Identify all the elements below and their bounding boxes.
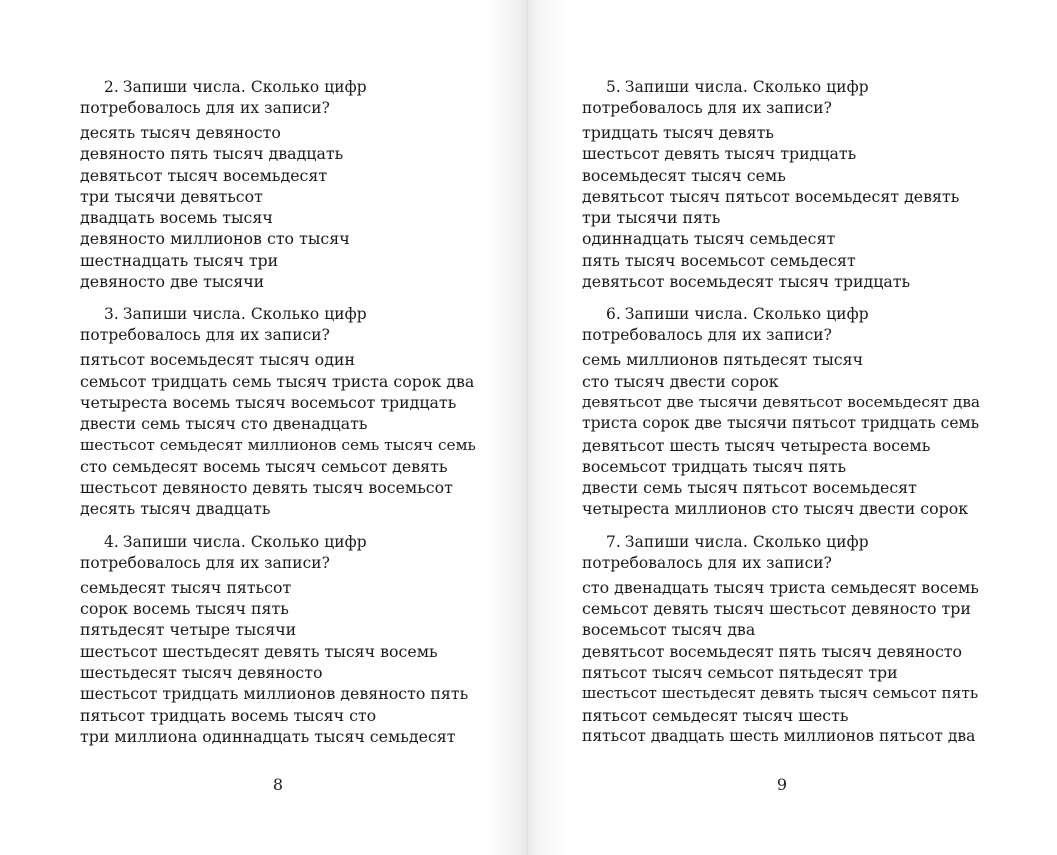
list-item: четыреста миллионов сто тысяч двести сорок xyxy=(582,499,969,519)
task-title xyxy=(582,532,980,574)
page-number: 8 xyxy=(272,775,284,794)
task-text: Запиши числа. Сколько цифр потребовалось для их записи? xyxy=(80,305,367,345)
list-item: сто двенадцать тысяч триста семьдесят восемь xyxy=(582,577,979,597)
task-6 xyxy=(582,304,980,519)
list-item: сорок восемь тысяч пять xyxy=(80,599,289,619)
right-page-content xyxy=(582,77,980,759)
number-list xyxy=(582,122,980,292)
list-item: восемьдесят тысяч семь xyxy=(582,165,786,185)
number-list xyxy=(582,349,980,519)
list-item: девятьсот тысяч пятьсот восемьдесят девять xyxy=(582,186,960,206)
left-page-content xyxy=(80,77,478,759)
list-item: шестьсот семьдесят миллионов семь тысяч семь xyxy=(80,435,476,454)
list-item: восемьсот тридцать тысяч пять xyxy=(582,456,847,476)
left-page xyxy=(0,0,528,855)
list-item: шестьсот шестьдесят девять тысяч восемь xyxy=(80,641,438,661)
list-item: шестьсот шестьдесят девять тысяч семьсот пять xyxy=(582,684,979,703)
list-item: пятьсот тридцать восемь тысяч сто xyxy=(80,705,377,725)
list-item: девяносто пять тысяч двадцать xyxy=(80,144,344,164)
list-item: семь миллионов пятьдесят тысяч xyxy=(582,350,864,370)
page-number: 9 xyxy=(776,775,788,794)
list-item: сто тысяч двести сорок xyxy=(582,371,779,391)
task-title xyxy=(80,532,478,574)
list-item: девяносто миллионов сто тысяч xyxy=(80,229,350,249)
list-item: шестнадцать тысяч три xyxy=(80,250,279,270)
list-item: четыреста восемь тысяч восемьсот тридцать xyxy=(80,392,457,412)
task-title xyxy=(80,304,478,346)
list-item: пятьсот восемьдесят тысяч один xyxy=(80,350,355,370)
list-item: тридцать тысяч девять xyxy=(582,123,774,142)
task-number: 3. xyxy=(104,305,119,324)
task-text: Запиши числа. Сколько цифр потребовалось для их записи? xyxy=(582,78,869,117)
list-item: одиннадцать тысяч семьдесят xyxy=(582,229,836,249)
list-item: шестьсот тридцать миллионов девяносто пять xyxy=(80,684,469,704)
list-item: десять тысяч двадцать xyxy=(80,499,271,519)
list-item: девятьсот восемьдесят тысяч тридцать xyxy=(582,272,911,292)
task-title xyxy=(582,77,980,119)
list-item: девятьсот восемьдесят пять тысяч девяносто xyxy=(582,641,963,661)
task-2 xyxy=(80,77,478,292)
task-text: Запиши числа. Сколько цифр потребовалось для их записи? xyxy=(80,532,367,572)
list-item: пятьсот двадцать шесть миллионов пятьсот два xyxy=(582,726,976,745)
list-item: девятьсот шесть тысяч четыреста восемь xyxy=(582,435,931,455)
task-text: Запиши числа. Сколько цифр потребовалось для их записи? xyxy=(582,532,869,572)
task-number: 6. xyxy=(606,305,621,324)
list-item: пятьдесят четыре тысячи xyxy=(80,620,297,640)
list-item: девяносто две тысячи xyxy=(80,272,265,292)
list-item: триста сорок две тысячи пятьсот тридцать семь xyxy=(582,414,980,433)
list-item: три миллиона одиннадцать тысяч семьдесят xyxy=(80,726,456,746)
list-item: семьсот девять тысяч шестьсот девяносто три xyxy=(582,599,971,619)
list-item: семьсот тридцать семь тысяч триста сорок два xyxy=(80,371,475,391)
list-item: девятьсот две тысячи девятьсот восемьдесят два xyxy=(582,392,981,411)
number-list xyxy=(80,577,478,747)
list-item: двести семь тысяч сто двенадцать xyxy=(80,414,368,434)
list-item: двадцать восемь тысяч xyxy=(80,208,273,228)
task-4 xyxy=(80,532,478,747)
task-title xyxy=(582,304,980,346)
number-list xyxy=(80,122,478,292)
task-text: Запиши числа. Сколько цифр потребовалось для их записи? xyxy=(80,78,367,117)
list-item: пять тысяч восемьсот семьдесят xyxy=(582,250,856,270)
list-item: три тысячи девятьсот xyxy=(80,186,263,206)
list-item: шестьсот девять тысяч тридцать xyxy=(582,144,857,164)
list-item: пятьсот семьдесят тысяч шесть xyxy=(582,705,849,725)
task-5 xyxy=(582,77,980,292)
list-item: пятьсот тысяч семьсот пятьдесят три xyxy=(582,662,898,682)
task-number: 4. xyxy=(104,532,119,551)
list-item: десять тысяч девяносто xyxy=(80,123,281,142)
task-number: 7. xyxy=(606,532,621,551)
list-item: семьдесят тысяч пятьсот xyxy=(80,577,292,597)
number-list xyxy=(582,577,980,747)
task-number: 2. xyxy=(104,78,119,96)
list-item: шестьсот девяносто девять тысяч восемьсот xyxy=(80,478,453,498)
task-title xyxy=(80,77,478,119)
list-item: сто семьдесят восемь тысяч семьсот девять xyxy=(80,456,448,476)
task-3 xyxy=(80,304,478,519)
task-text: Запиши числа. Сколько цифр потребовалось для их записи? xyxy=(582,305,869,345)
list-item: девятьсот тысяч восемьдесят xyxy=(80,165,328,185)
list-item: двести семь тысяч пятьсот восемьдесят xyxy=(582,478,917,498)
list-item: восемьсот тысяч два xyxy=(582,620,756,640)
task-7 xyxy=(582,532,980,747)
right-page xyxy=(528,0,1056,855)
number-list xyxy=(80,349,478,519)
list-item: три тысячи пять xyxy=(582,208,721,228)
list-item: шестьдесят тысяч девяносто xyxy=(80,662,323,682)
task-number: 5. xyxy=(606,78,621,96)
